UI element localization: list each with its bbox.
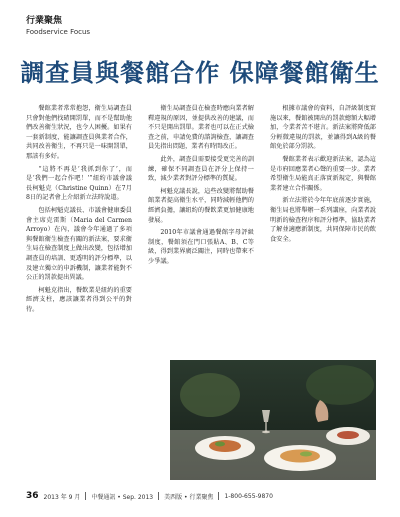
paragraph: 柯魁克議長說，這些改變將幫助餐館業者提高衛生水平，同時減輕他們的經濟負擔，讓紐約的餐飲業更加健康地發展。 — [148, 187, 254, 224]
section-label: 行業聚焦 — [26, 16, 63, 26]
restaurant-photo — [170, 360, 376, 480]
phone-number: 1-800-655-9870 — [224, 492, 273, 500]
publisher-info: 美西版 • 行業聚焦 — [164, 493, 214, 501]
paragraph: 此外，調查員需要接受更完善的訓練，確保不同調查員在評分上保持一致，減少業者對評分標準的質疑。 — [148, 155, 254, 183]
paragraph: 根據市議會的資料，自評級制度實施以來，餐館被開出的罰款總額大幅增加，令業者苦不堪言。新法案將降低部分輕微違規的罰款，並讓得到A級的餐館免於部分罰款。 — [270, 105, 376, 151]
paragraph: 新立法將於今年年底前逐步實施，衛生局也將舉辦一系列講座，向業者說明新的檢查程序和評分標準，協助業者了解並適應新制度，共同保障市民的飲食安全。 — [270, 197, 376, 243]
plate-icon — [326, 427, 370, 445]
paragraph: “這將不再是‘我抓到你了’，而是‘我們一起合作吧！’”紐約市議會議長柯魁克（Christine Quinn）在7月8日的記者會上介紹新立法時說道。 — [26, 165, 132, 202]
paragraph: 2010年市議會通過餐館字母評級制度，餐館須在門口張貼A、B、C等級，得到業界廣泛關注，同時也帶來不少爭議。 — [148, 229, 254, 265]
section-label-english: Foodservice Focus — [26, 28, 91, 36]
divider — [85, 492, 86, 500]
page-number: 36 — [26, 491, 39, 501]
paragraph: 柯魁克指出，餐飲業是紐約的重要經濟支柱，應該讓業者得到公平的對待。 — [26, 286, 132, 313]
plate-icon — [195, 436, 255, 460]
paragraph: 包括柯魁克議長、市議會健康委員會主席克雷斯（Maria del Carmen Arroyo）在內，議會今年通過了多項與餐館衛生檢查有關的新法案，要求衛生局在檢查制度上做出改變，包括增加調查員的培訓、更透明的評分標準，以及建立獨立的申訴機制，讓業者能對不公正的罰款提出異議。 — [26, 206, 132, 282]
paragraph: 衛生局調查員在檢查時應向業者解釋違規的原因，並提供改善的建議，而不只是開出罰單。業者也可以在正式檢查之前，申請免費的諮詢檢查，讓調查員先指出問題，業者有時間改正。 — [148, 105, 254, 151]
paragraph: 餐館業者常常抱怨，衛生局調查員只會對他們找碴開罰單，而不是幫助他們改善衛生狀況，也令人困擾。如果有一套新制度，能讓調查員與業者合作，共同改善衛生，不再只是一味開罰單，那該有多好。 — [26, 105, 132, 160]
divider — [158, 492, 159, 500]
page-footer — [26, 490, 376, 502]
paragraph: 餐館業者表示歡迎新法案，認為這是市府回應業者心聲的重要一步。業者希望衛生局能真正落實新規定，與餐館業者建立合作關係。 — [270, 155, 376, 192]
restaurant-photo-illustration — [170, 360, 376, 480]
plate-icon — [264, 445, 336, 471]
article-column-2 — [148, 104, 254, 374]
article-headline: 調查員與餐館合作 保障餐館衛生 — [20, 58, 380, 87]
magazine-name: 中餐通訊 • Sep. 2013 — [91, 493, 154, 501]
article-column-1 — [26, 104, 132, 484]
issue-date: 2013 年 9 月 — [43, 493, 81, 501]
divider — [218, 492, 219, 500]
